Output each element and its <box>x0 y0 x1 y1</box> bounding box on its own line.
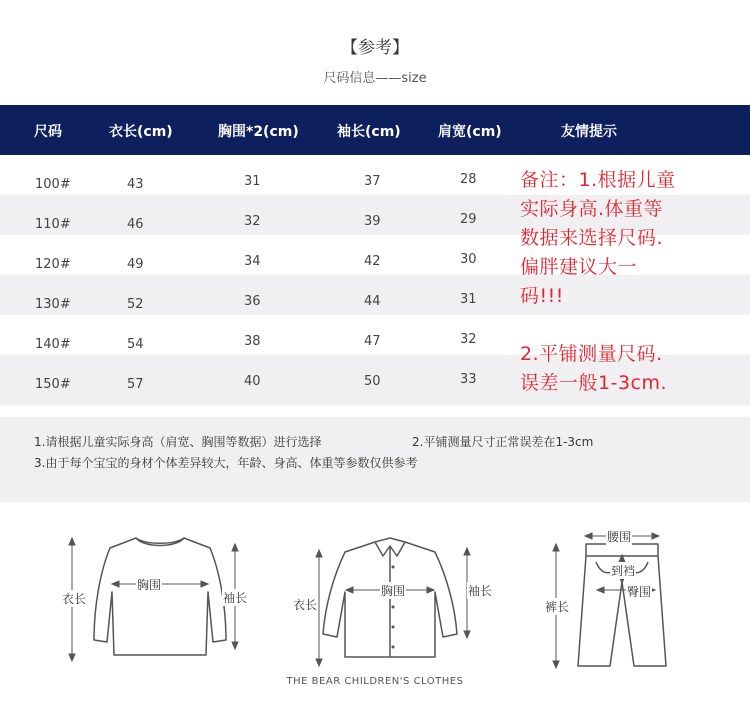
cell-chest: 38 <box>244 334 261 349</box>
col-chest: 胸围*2(cm) <box>218 124 299 140</box>
cell-length: 43 <box>127 177 144 192</box>
col-shoulder: 肩宽(cm) <box>438 124 502 140</box>
cell-length: 52 <box>127 297 144 312</box>
label-crotch: 到裆 <box>611 564 636 578</box>
cell-chest: 36 <box>244 294 261 309</box>
sweater-diagram <box>60 512 260 672</box>
cell-sleeve: 47 <box>364 334 381 349</box>
note-line-3: 3.由于每个宝宝的身材个体差异较大，年龄、身高、体重等参数仅供参考 <box>34 456 418 470</box>
reminder-note: 备注：1.根据儿童 实际身高.体重等 数据来选择尺码. 偏胖建议大一 码!!! 2.平铺测量尺码. 误差一般1-3cm. <box>520 169 676 394</box>
cell-size: 150# <box>35 377 71 392</box>
cell-chest: 32 <box>244 214 261 229</box>
shirt-diagram <box>285 512 505 672</box>
cell-sleeve: 39 <box>364 214 381 229</box>
cell-sleeve: 44 <box>364 294 381 309</box>
cell-length: 57 <box>127 377 144 392</box>
label-length: 衣长 <box>62 592 87 606</box>
cell-size: 110# <box>35 217 71 232</box>
cell-sleeve: 42 <box>364 254 381 269</box>
col-tips: 友情提示 <box>561 124 617 140</box>
cell-size: 100# <box>35 177 71 192</box>
col-sleeve: 袖长(cm) <box>337 124 401 140</box>
pants-diagram <box>540 512 690 672</box>
cell-shoulder: 33 <box>460 372 477 387</box>
note-line-2: 2.平铺测量尺寸正常误差在1-3cm <box>412 435 594 449</box>
page-title: 【参考】 <box>341 38 409 58</box>
label-length: 裤长 <box>545 600 570 614</box>
label-length: 衣长 <box>293 598 318 612</box>
cell-shoulder: 29 <box>460 212 477 227</box>
label-chest: 胸围 <box>381 584 406 598</box>
cell-length: 54 <box>127 337 144 352</box>
label-chest: 胸围 <box>137 578 162 592</box>
cell-sleeve: 37 <box>364 174 381 189</box>
cell-chest: 31 <box>244 174 261 189</box>
cell-shoulder: 28 <box>460 172 477 187</box>
label-hip: 臀围 <box>627 585 652 599</box>
notes-box <box>0 417 750 502</box>
label-sleeve: 袖长 <box>468 584 493 598</box>
cell-shoulder: 31 <box>460 292 477 307</box>
cell-shoulder: 32 <box>460 332 477 347</box>
cell-size: 130# <box>35 297 71 312</box>
cell-size: 120# <box>35 257 71 272</box>
table-header <box>0 105 750 155</box>
brand-text: THE BEAR CHILDREN'S CLOTHES <box>286 676 464 687</box>
cell-size: 140# <box>35 337 71 352</box>
note-line-1: 1.请根据儿童实际身高（肩宽、胸围等数据）进行选择 <box>34 435 322 449</box>
label-waist: 腰围 <box>607 530 632 544</box>
cell-sleeve: 50 <box>364 374 381 389</box>
cell-length: 46 <box>127 217 144 232</box>
cell-chest: 34 <box>244 254 261 269</box>
cell-length: 49 <box>127 257 144 272</box>
col-size: 尺码 <box>34 124 62 140</box>
page-subtitle: 尺码信息——size <box>323 71 427 86</box>
label-sleeve: 袖长 <box>223 591 248 605</box>
cell-chest: 40 <box>244 374 261 389</box>
cell-shoulder: 30 <box>460 252 477 267</box>
col-length: 衣长(cm) <box>109 124 173 140</box>
